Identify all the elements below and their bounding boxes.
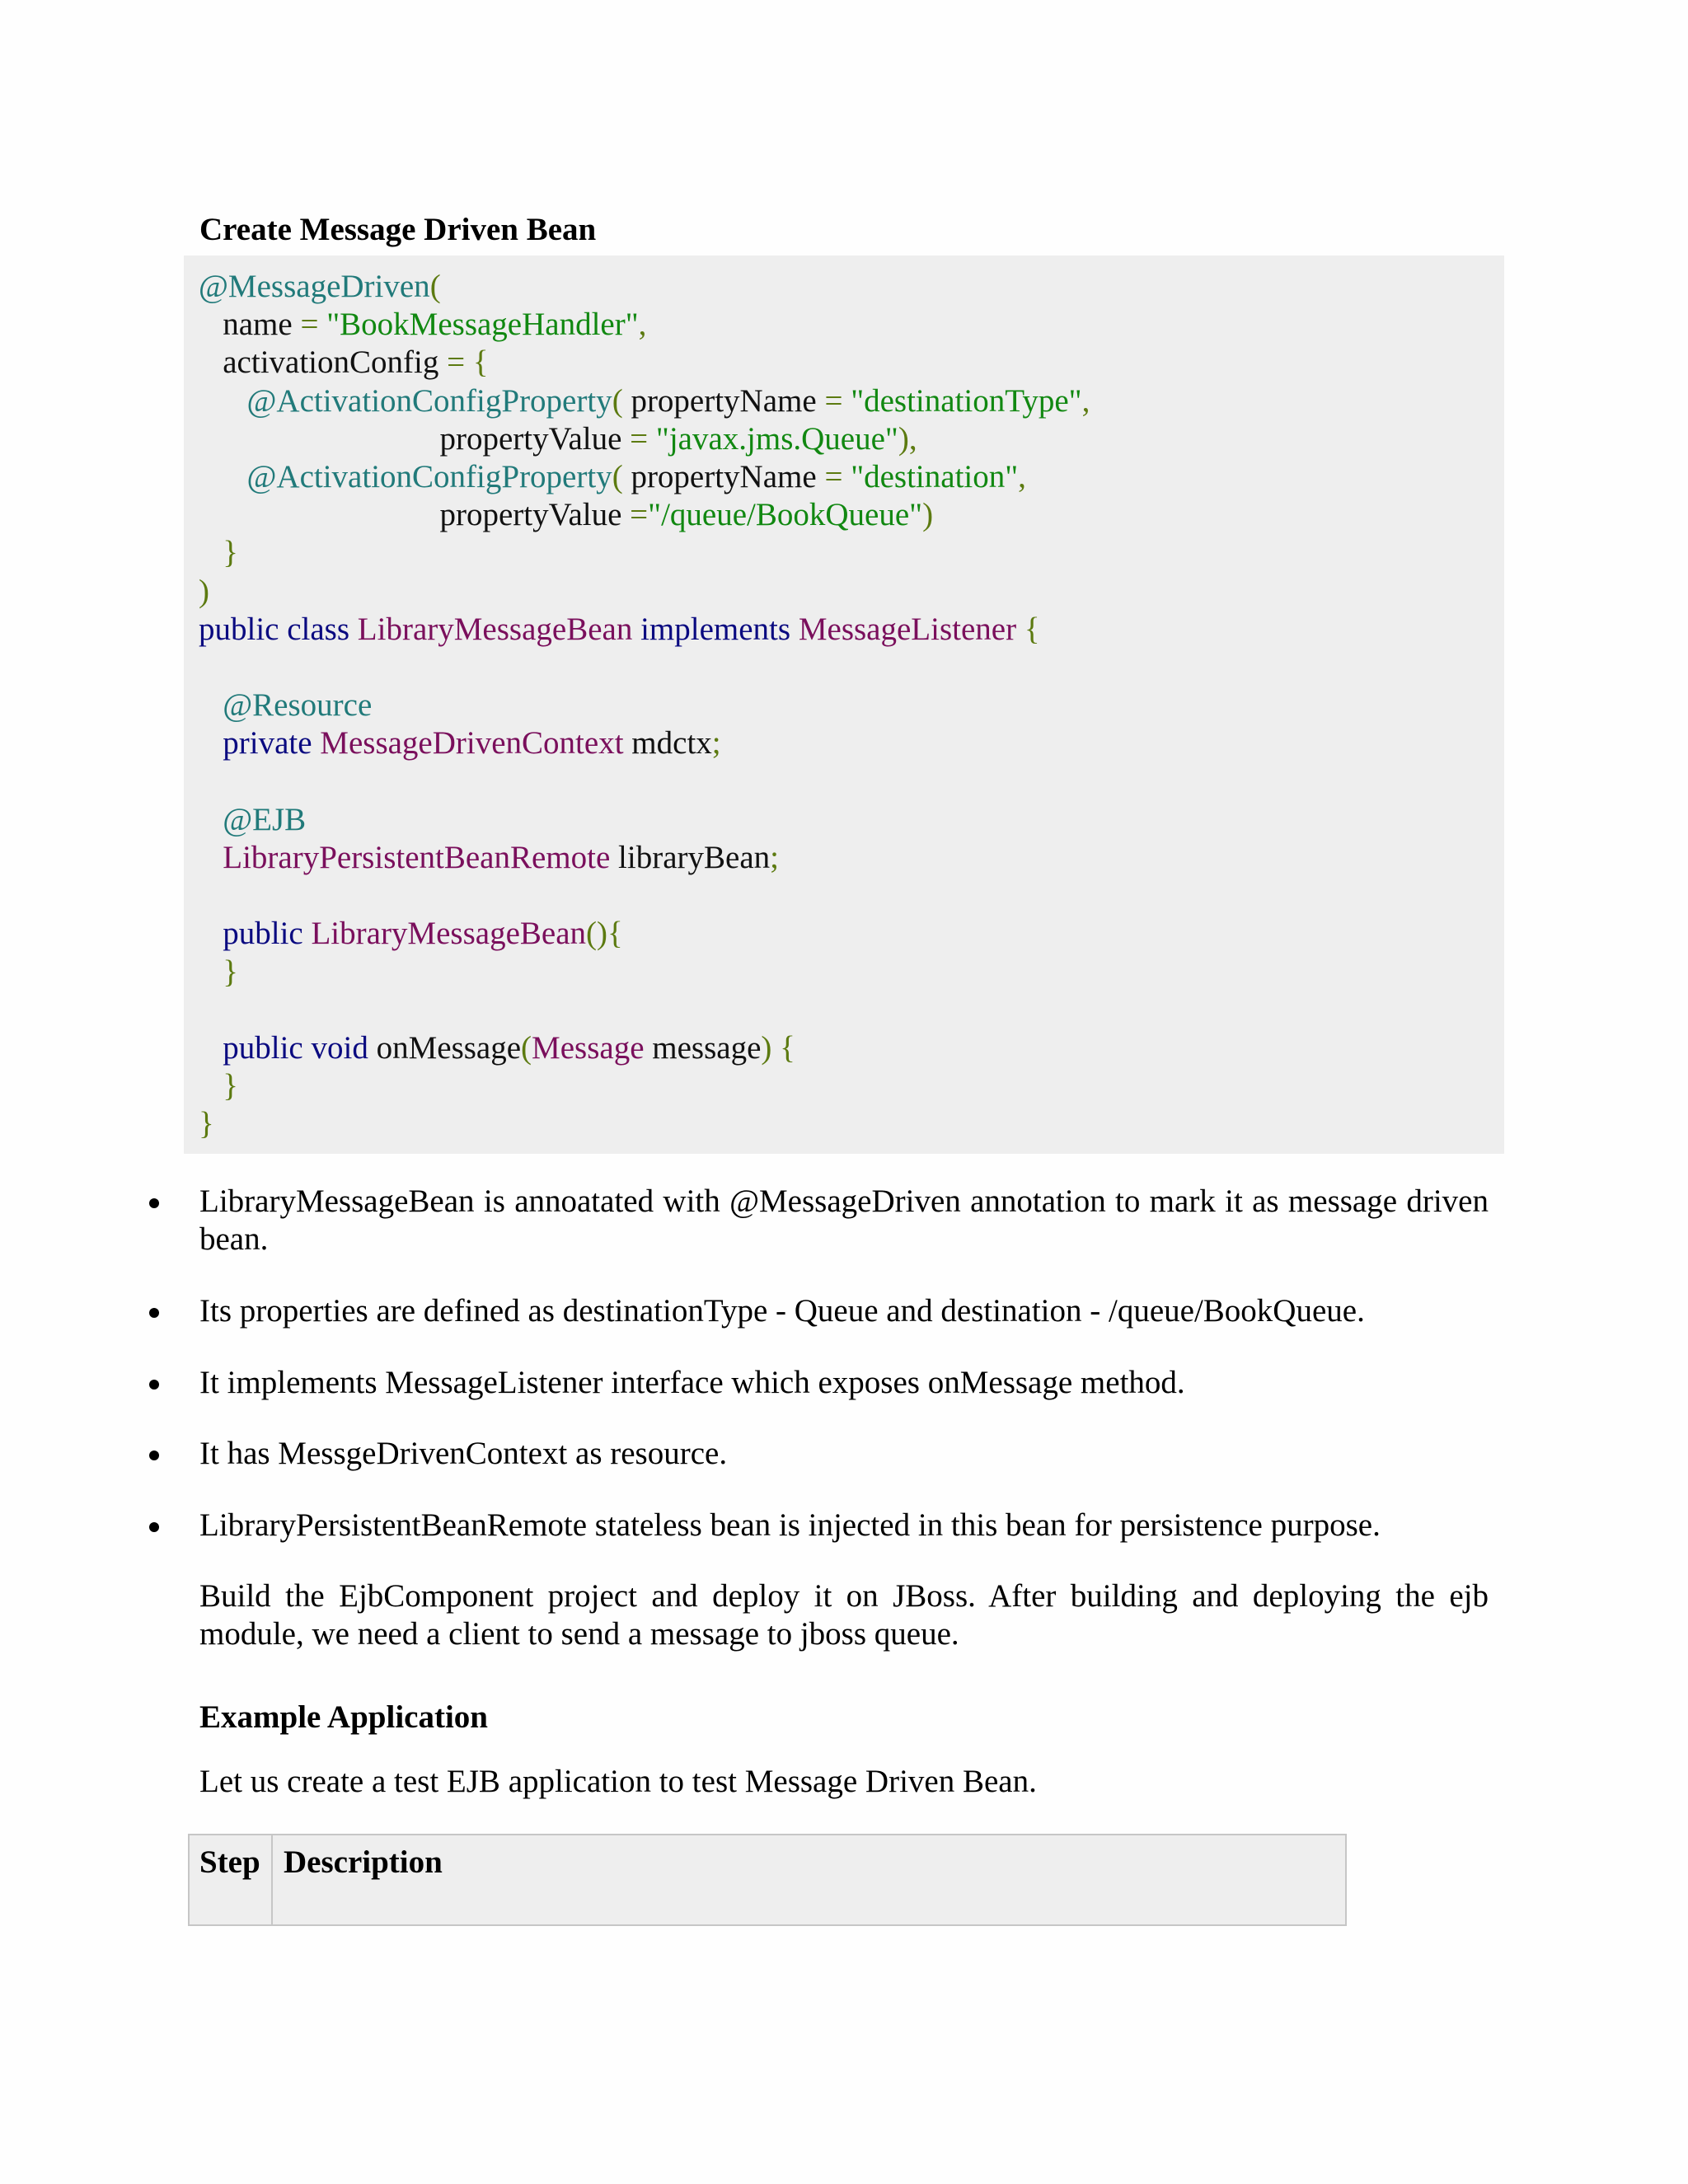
section-heading: Create Message Driven Bean [199,212,597,247]
code-token: } [199,954,238,990]
code-token: propertyValue [199,497,631,533]
body-paragraph: Build the EjbComponent project and deploy it on JBoss. After building and deploying the ejb module, we need a client to send a message to jboss queue. [199,1578,1489,1652]
code-token [199,1030,223,1066]
code-token: , [1018,459,1026,494]
code-line [199,724,721,762]
code-token: mdctx [623,725,712,762]
code-token: LibraryMessageBean [311,916,587,952]
code-token: = [630,420,649,457]
code-token: } [199,535,238,571]
code-token: MessageListener [798,611,1017,647]
bullet-item-1: LibraryMessageBean is annoatated with @MessageDriven annotation to mark it as message driven bean. [199,1183,1489,1257]
code-token: = { [447,344,489,381]
code-line [199,801,306,839]
code-token: ( [612,382,623,419]
code-line [199,534,238,572]
code-token [199,840,223,875]
code-line [199,573,209,611]
code-token: "/queue/BookQueue" [648,497,923,533]
code-token: libraryBean [610,840,771,875]
code-token: = [824,382,843,419]
code-token: propertyName [622,459,825,494]
code-token: (){ [586,916,623,952]
code-token: @EJB [223,801,307,837]
code-line [199,1029,795,1067]
bullet-marker [149,1308,159,1318]
code-token: { [1016,611,1040,647]
code-token: ( [521,1030,532,1066]
code-token: @MessageDriven [199,269,430,304]
code-token: LibraryMessageBean [357,611,633,647]
code-token: ) { [761,1030,795,1066]
code-token: } [199,1106,214,1142]
code-line [199,344,489,382]
code-token: public [223,916,312,952]
code-token [199,802,223,837]
code-line [199,496,933,534]
bullet-item-4: It has MessgeDrivenContext as resource. [199,1436,728,1471]
code-token: ( [429,269,441,304]
code-token: message [644,1030,762,1066]
code-block [184,255,1504,1154]
code-token: ), [898,420,917,457]
code-line [199,268,441,306]
code-line [199,458,1026,496]
code-token: = [824,459,843,494]
code-token: , [638,307,647,343]
code-line [199,1067,238,1105]
bullet-item-3: It implements MessageListener interface which exposes onMessage method. [199,1365,1185,1400]
code-token: ) [922,497,934,533]
code-token: onMessage [376,1030,522,1066]
steps-table [188,1834,1347,1926]
code-token: @Resource [223,687,373,724]
code-token: = [630,497,649,533]
bullet-marker [149,1198,159,1208]
code-token: "javax.jms.Queue" [648,420,898,457]
code-token: @ActivationConfigProperty [246,382,612,419]
code-token: public void [223,1030,377,1066]
bullet-marker [149,1380,159,1390]
code-token: name [199,307,301,343]
code-token [199,383,247,419]
code-line [199,954,238,991]
code-line [199,306,646,344]
code-token: MessageDrivenContext [320,725,624,762]
code-token: @ActivationConfigProperty [246,459,612,494]
code-line [199,1105,214,1143]
code-token: implements [632,611,799,647]
table-column-divider [271,1835,273,1924]
code-token: propertyName [622,382,825,419]
code-token: ; [770,840,779,875]
code-token: , [1081,382,1090,419]
code-token: "destination" [842,459,1019,494]
bullet-marker [149,1451,159,1460]
bullet-marker [149,1522,159,1532]
code-token: private [223,725,321,762]
example-heading: Example Application [199,1699,488,1735]
code-token: Message [532,1030,645,1066]
code-token: "BookMessageHandler" [318,307,639,343]
code-token: } [199,1068,238,1104]
code-line [199,382,1090,420]
table-header-step: Step [199,1844,260,1880]
code-line [199,839,779,877]
code-token: = [300,307,319,343]
code-line [199,420,917,458]
table-header-description: Description [284,1844,443,1880]
code-token: activationConfig [199,344,448,381]
code-token [199,916,223,951]
code-line [199,687,372,724]
code-token: ; [711,725,721,762]
code-token [199,725,223,761]
code-token: ( [612,459,623,494]
code-token [199,459,247,494]
code-token: public class [199,611,358,647]
code-token [199,687,223,723]
code-line [199,611,1040,649]
example-intro: Let us create a test EJB application to test Message Driven Bean. [199,1764,1037,1799]
code-token: propertyValue [199,420,631,457]
code-line [199,915,623,953]
bullet-item-2: Its properties are defined as destinationType - Queue and destination - /queue/BookQueue. [199,1293,1365,1329]
code-token: "destinationType" [842,382,1082,419]
bullet-item-5: LibraryPersistentBeanRemote stateless bean is injected in this bean for persistence purpose. [199,1507,1381,1543]
code-token: ) [199,573,209,609]
code-token: LibraryPersistentBeanRemote [223,840,611,875]
